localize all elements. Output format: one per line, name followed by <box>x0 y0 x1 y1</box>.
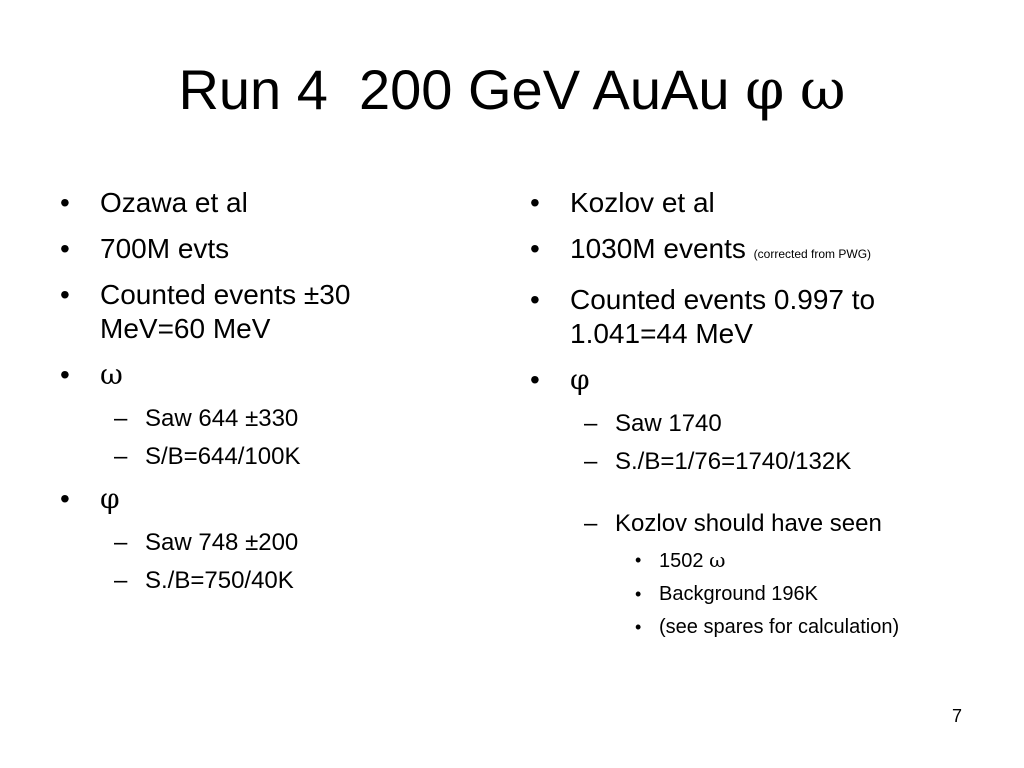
bullet-icon: • <box>60 359 70 390</box>
dash-icon: – <box>114 443 128 470</box>
sub-list-item <box>58 442 458 472</box>
omega-symbol: ω <box>799 58 846 123</box>
bullet-icon: • <box>530 284 540 315</box>
sub-sub-list-item-text: Background 196K <box>659 583 819 605</box>
right-column <box>528 186 968 647</box>
dash-icon: – <box>584 410 598 437</box>
bullet-icon: • <box>635 617 642 637</box>
dash-icon: – <box>114 405 128 432</box>
phi-symbol: φ <box>570 363 590 396</box>
omega-symbol: ω <box>709 548 726 572</box>
slide-title <box>0 58 1024 123</box>
sub-list-item <box>528 509 968 539</box>
list-item-text: Counted events ±30 MeV=60 MeV <box>100 279 351 344</box>
sub-list-item-text: Saw 748 ±200 <box>145 529 299 556</box>
phi-symbol: φ <box>100 482 120 515</box>
sub-list-item-text: Saw 644 ±330 <box>145 405 299 432</box>
title-text: Run 4 200 GeV AuAu <box>178 58 746 121</box>
slide-number: 7 <box>951 706 962 726</box>
sub-list-item <box>58 528 458 558</box>
dash-icon: – <box>114 567 128 594</box>
sub-list-item-text: S/B=644/100K <box>145 443 301 470</box>
bullet-icon: • <box>530 233 540 264</box>
phi-symbol: φ <box>745 58 785 123</box>
bullet-icon: • <box>635 550 642 570</box>
left-column <box>58 186 458 604</box>
list-item <box>58 186 458 220</box>
sub-list-item-text: S./B=1/76=1740/132K <box>615 448 852 475</box>
sub-sub-list-item <box>528 614 968 640</box>
sub-list-item <box>58 566 458 596</box>
list-item <box>528 363 968 397</box>
bullet-icon: • <box>530 364 540 395</box>
list-item <box>58 358 458 392</box>
sub-sub-list-item <box>528 547 968 574</box>
list-item <box>58 232 458 266</box>
sub-list-item <box>528 447 968 477</box>
dash-icon: – <box>584 510 598 537</box>
sub-list-item <box>58 404 458 434</box>
bullet-icon: • <box>60 279 70 310</box>
omega-symbol: ω <box>100 358 123 391</box>
bullet-icon: • <box>60 233 70 264</box>
bullet-icon: • <box>60 483 70 514</box>
sub-list-item-text: Kozlov should have seen <box>615 510 882 537</box>
list-item-text: Ozawa et al <box>100 187 248 218</box>
list-item-text: Kozlov et al <box>570 187 715 218</box>
sub-sub-list-item-text: 1502 <box>659 550 710 572</box>
note-text: (corrected from PWG) <box>753 247 872 261</box>
list-item <box>528 232 968 271</box>
list-item <box>528 283 968 351</box>
bullet-icon: • <box>530 187 540 218</box>
list-item <box>528 186 968 220</box>
list-item <box>58 278 458 346</box>
dash-icon: – <box>584 448 598 475</box>
bullet-icon: • <box>60 187 70 218</box>
list-item-text: 700M evts <box>100 233 230 264</box>
list-item <box>58 482 458 516</box>
sub-sub-list-item-text: (see spares for calculation) <box>659 616 900 638</box>
sub-list-item-text: S./B=750/40K <box>145 567 294 594</box>
list-item-text: Counted events 0.997 to 1.041=44 MeV <box>570 284 876 349</box>
sub-list-item-text: Saw 1740 <box>615 410 722 437</box>
bullet-icon: • <box>635 584 642 604</box>
sub-sub-list-item <box>528 581 968 607</box>
dash-icon: – <box>114 529 128 556</box>
sub-list-item <box>528 409 968 439</box>
list-item-text: 1030M events <box>570 233 754 264</box>
